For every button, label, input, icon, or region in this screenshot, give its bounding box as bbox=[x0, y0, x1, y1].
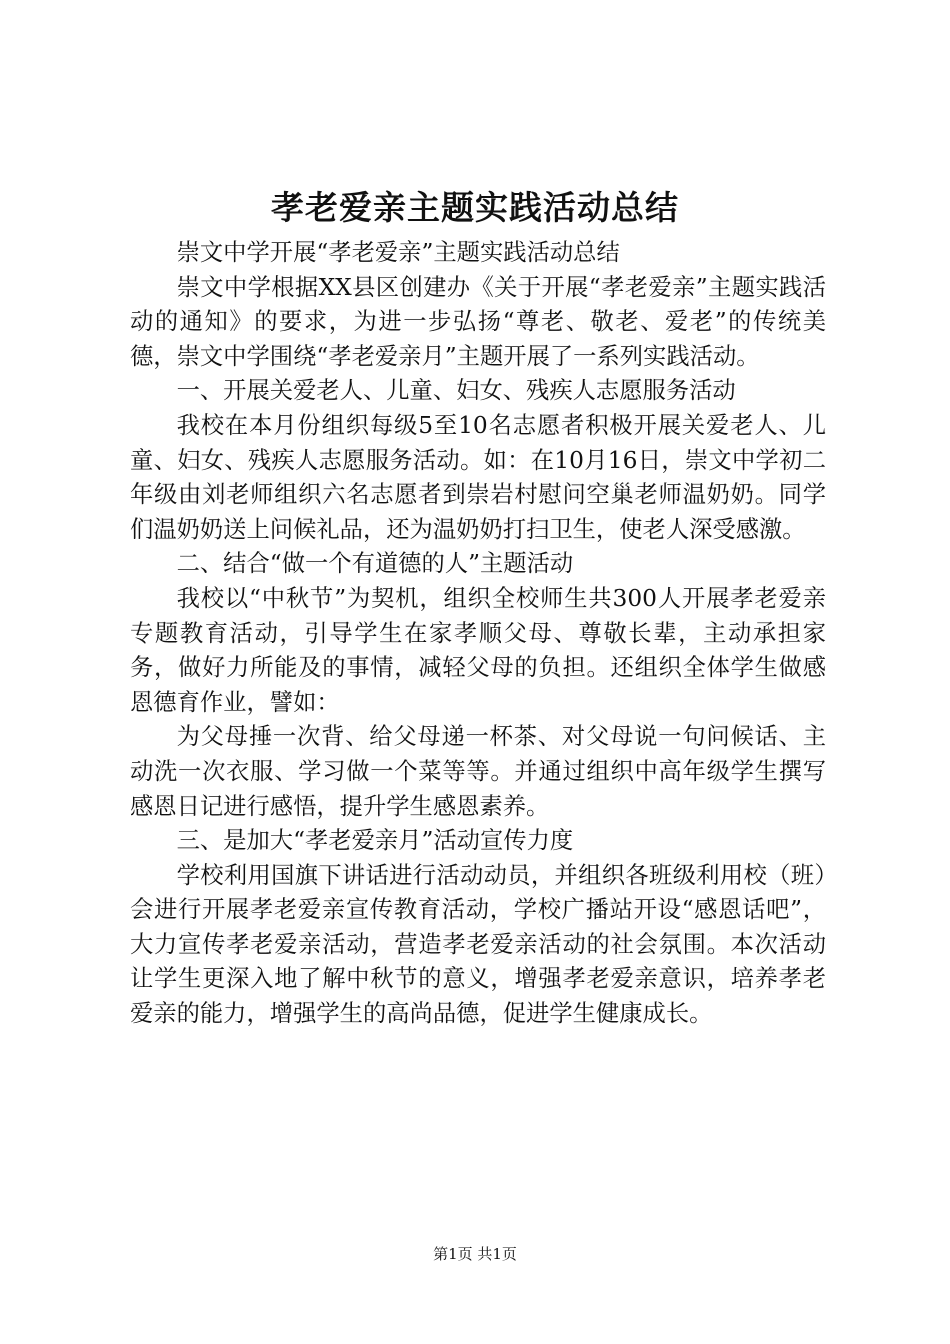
document-body bbox=[130, 236, 826, 1032]
paragraph-section-3: 学校利用国旗下讲话进行活动动员，并组织各班级利用校（班）会进行开展孝老爱亲宣传教育活动，学校广播站开设“感恩话吧”，大力宣传孝老爱亲活动，营造孝老爱亲活动的社会氛围。本次活动让学生更深入地了解中秋节的意义，增强孝老爱亲意识，培养孝老爱亲的能力，增强学生的高尚品德，促进学生健康成长。 bbox=[130, 861, 826, 1028]
section-heading-1: 一、开展关爱老人、儿童、妇女、残疾人志愿服务活动 bbox=[176, 377, 736, 405]
paragraph-section-1: 我校在本月份组织每级5至10名志愿者积极开展关爱老人、儿童、妇女、残疾人志愿服务活动。如：在10月16日，崇文中学初二年级由刘老师组织六名志愿者到崇岩村慰问空巢老师温奶奶。同学们温奶奶送上问候礼品，还为温奶奶打扫卫生，使老人深受感激。 bbox=[130, 411, 826, 543]
paragraph-intro: 崇文中学根据XX县区创建办《关于开展“孝老爱亲”主题实践活动的通知》的要求，为进一步弘扬“尊老、敬老、爱老”的传统美德，崇文中学围绕“孝老爱亲月”主题开展了一系列实践活动。 bbox=[130, 273, 826, 370]
paragraph-section-2: 我校以“中秋节”为契机，组织全校师生共300人开展孝老爱亲专题教育活动，引导学生在家孝顺父母、尊敬长辈，主动承担家务，做好力所能及的事情，减轻父母的负担。还组织全体学生做感恩德育作业，譬如： bbox=[130, 584, 826, 716]
document-title: 孝老爱亲主题实践活动总结 bbox=[271, 188, 679, 227]
section-heading-3: 三、是加大“孝老爱亲月”活动宣传力度 bbox=[176, 827, 574, 855]
page-footer: 第1页 共1页 bbox=[433, 1245, 517, 1263]
section-heading-2: 二、结合“做一个有道德的人”主题活动 bbox=[176, 550, 574, 578]
paragraph-subtitle: 崇文中学开展“孝老爱亲”主题实践活动总结 bbox=[176, 239, 620, 266]
paragraph-section-2-continued: 为父母捶一次背、给父母递一杯茶、对父母说一句问候话、主动洗一次衣服、学习做一个菜等等。并通过组织中高年级学生撰写感恩日记进行感悟，提升学生感恩素养。 bbox=[130, 723, 826, 820]
